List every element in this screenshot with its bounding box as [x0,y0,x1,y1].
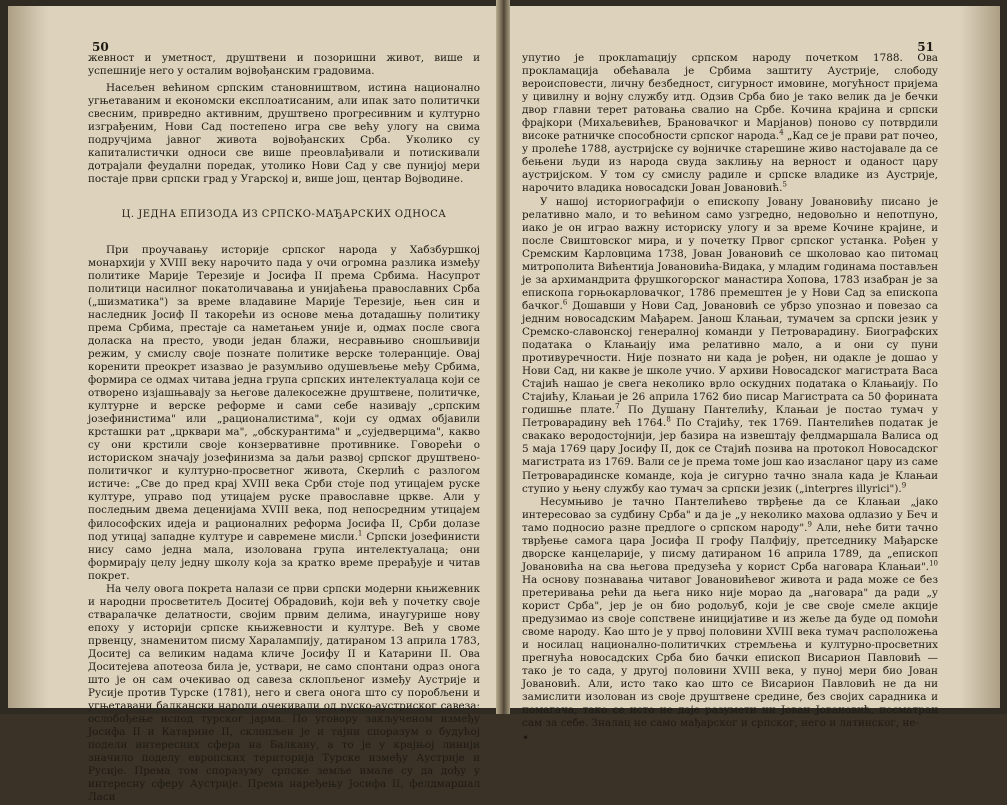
paragraph-text: Али, нећe бити тачно тврђење самога цара Јосифа II грофу Палфију, претседнику Мађарске дворске канцеларије, у писму датираном 16 априла 1789, да „епископ Јовановића на сва његова предузећа у корист Срба наговара Клањаи". [522,521,938,573]
paragraph-text: По Стајићу, тек 1769. Пантелићев податак је свакако веродостојнији, јер базира на извештају фелдмаршала Валиса од 5 маја 1769 цару Јосифу II, док се Стајић позива на протокол Новосадског магистрата из 1769. Вали се је према томе још као изасланог цару из саме Петроварадинске команде, која је сигурно тачно знала када је Клањаи ступио у њену службу као тумач за српски језик („interpres illyrici"). [522,417,938,495]
paragraph: Насељен већином српским становништвом, истина национално угњетаваним и економски експлоатисаним, али ипак зато политички свесним, привредно активним, друштвено прогресивним и културно изграђеним, Нови Сад постепено игра све већу улогу на свима подручјима јавног живота војвођанских Срба. Уколико су капиталистички односи све више преовлађивали и потискивали дотрајали феудални поредак, утолико Нови Сад у све пунијој мери постаје први српски град у Угарској и, више још, центар Војводине. [88,82,480,186]
paragraph-text: По Душану Пантелићу, Клањаи је постао тумач у Петроварадину већ 1764. [522,404,939,430]
book-gutter [496,0,510,714]
footnote-ref: 4 [779,128,784,137]
footnote-ref: 8 [666,415,671,424]
footnote-ref: 9 [807,520,812,529]
footnote-ref: 1 [357,529,363,538]
footnote-ref: 10 [929,559,938,568]
paragraph-text: При проучавању историје српског народа у Хабзбуршкој монархији у XVIII веку нарочито пада у очи огромна разлика између политике Марије Терезије и Јосифа II према Србима. Насупрот политици насилног покатоличавања и унијаћења православних Срба („шизматика") за време владавине Марије Терезије, њен син и наследник Јосиф II такорећи из основе мења дотадашњу политику према Србима, престаје са наметањем уније и, одмах после свога доласка на престо, уводи један блажи, несравњиво сношљивији режим, у смислу своје познате политике верске толеранције. Овај коренити преокрет изазвао је разумљиво одушевљење међу Србима, формира се одмах читава једна група српских интелектуалаца који се отворено изјашњавају за његове далекосежне друштвене, политичке, културне и верске реформе и сами себе називају „српским јозефинистима" или „рационалистима", који су одмах објавили крсташки рат „црквари ма", „обскурантима" и „суједверцима", какво су они крстили своје конзервативне противнике. Говорећи о историском значају јозефинизма за даљи развој српског друштвено-политичког и културно-просветног живота, Скерлић с разлогом истиче: „Све до пред крај XVIII века Срби стоје под утицајем руске културе, управо под утицајем руске православне цркве. Али у последњим двема деценијама XVIII века, под непосредним утицајем философских идеја и рационалних реформа Јосифа II, Срби долазе под утицај западне културе и савремене мисли. [88,243,480,543]
page-number: 51 [917,40,934,54]
footnote-ref: 6 [562,298,568,307]
footnote-ref: 9 [901,481,907,490]
paragraph: На челу овога покрета налази се први српски модерни књижевник и народни просветитељ Доситеј Обрадовић, који већ у почетку своје стваралачке делатности, својим првим делима, инаугурише нову епоху у историји српске књижевности и културе. Већ у своме првенцу, знаменитом писму Харалампију, датираном 13 априла 1783, Доситеј са великим надама кличе Јосифу II и Катарини II. Ова Доситејева апотеоза била је, уствари, не само спонтани одраз онога што је он сам очекивао од савеза склопљеног између Аустрије и Русије против Турске (1781), него и свега онога што су поробљени и угњетавани балкански народи очекивали од руско-аустриског савеза: ослобођење испод турског јарма. По уговору закљученом између Јосифа II и Катарине II, склопљен је и тајни споразум о будућој подели интересних сфера на Балкану, а то је у крајњој линији значило поделу европских територија Турске између Аустрије и Русије. Према том споразуму српске земље имале су да дођу у интересну сферу Аустрије. Према наређењу Јосифа II, фелдмаршал Ласи [88,582,480,804]
paragraph [522,196,938,496]
footnote-ref: 7 [615,402,620,411]
paragraph: жевност и уметност, друштвени и позоришни живот, више и успешније него у осталим војвођанским градовима. [88,52,480,78]
paragraph [522,496,938,731]
left-page [8,6,500,804]
right-page [506,6,1000,746]
paragraph-text: Српски јозефинисти нису само једна мала, изолована група интелектуалаца; они формирају целу једну школу која за кратко време прерађује и читав покрет. [88,530,480,582]
page-number: 50 [92,40,109,54]
footnote-ref: 5 [782,181,787,189]
paragraph-text: Несумњиво је тачно Пантелићево тврђење да се Клањаи „јако интересовао за судбину Срба" и да је „у неколико махова одлазио у Беч и тамо подносио разне предлоге о српском народу". [522,495,938,534]
page-edge-shadow [8,6,48,708]
paragraph-text: На основу познавања читавог Јовановићевог живота и рада може се без претеривања рећи да њега нико није морао да „наговара" да ради „у корист Срба", јер је он био родољуб, који је све своје смеле акције предузимао из своје сопствене иницијативе и из жеље да буде од помоћи своме народу. Као што је у првој половини XVIII века тумач расположења и носилац национално-политичких стремљења и културно-просветних прегнућа новосадских Срба био бачки епископ Висарион Павловић — тако је то сада, у другој половини XVIII века, у пуној мери био Јован Јовановић. Али, исто тако као што се Висарион Павловић не да ни замислити изолован из своје друштвене средине, без својих сарадника и помагача, тако се исто не даје разумети ни Јован Јовановић, посматран сам за себе. Зналац не само мађарског и српског, него и латинског, не- [522,573,938,730]
paragraph-text: „Кад се је прави рат почео, у пролеће 1788, аустријске су војничке старешине живо настојавале да се бењени људи из народа свуда заклињу на верност и оданост цару аустријском. У том су смислу радиле и српске владике из Аустрије, нарочито владика новосадски Јован Јовановић. [522,130,938,195]
right-page-text [522,52,938,745]
paragraph-text: Дошавши у Нови Сад, Јовановић се убрзо упознао и повезао са једним новосадским Мађарем. Јанош Клањаи, тумачем за српски језик у Сремско-славонској генералној команди у Петроварадину. Биографских података о Клањаију има релативно мало, а и они су пуни противуречности. Није познато ни када је рођен, ни одакле је дошао у Нови Сад, ни какве је школе учио. У архиви Новосадског магистрата Васа Стајић нашао је свега неколико врло оскудних података о Клањаију. По Стајићу, Клањаи је 26 априла 1762 био писар Магистрата са 50 форината годишње плате. [522,299,938,417]
section-heading: Ц. ЈЕДНА ЕПИЗОДА ИЗ СРПСКО-МАЂАРСКИХ ОДНОСА [121,209,447,221]
paragraph-text: У нашој историографији о епископу Јовану Јовановићу писано је релативно мало, и то већином само узгредно, недовољно и непотпуно, иако је он играо важну историску улогу и за време Кочине крајине, и после Свиштовског мира, и у почетку Првог српског устанка. Рођен у Сремским Карловцима 1738, Јован Јовановић се школовао као питомац митрополита Вићентија Јовановића-Видака, у младим годинама постављен је за архимандрита фрушкогорског манастира Хопова, 1783 изабран је за епископа горњокарловачког, 1786 премештен је у Нови Сад за епископа бачког. [522,195,938,312]
page-edge-shadow [960,6,1000,708]
paragraph-text: упутио је проклamaцију српском народу почетком 1788. Ова прокламација обећавала је Србима заштиту Аустрије, слободу вероисповести, личну безбедност, сигурност имовине, могућност пријема у цивилну и војну службу итд. Одзив Срба био је тако велик да је бечки двор главни терет ратовања свалио на Србе. Кочина крајина и српски фрајкори (Михаљевићев, Брановачког и Марјанов) поново су потврдили високе ратничке способности српског народа. [522,52,938,143]
paragraph [522,52,938,196]
bullet-mark: • [522,731,530,746]
left-page-text [88,52,480,805]
paragraph [88,244,480,583]
